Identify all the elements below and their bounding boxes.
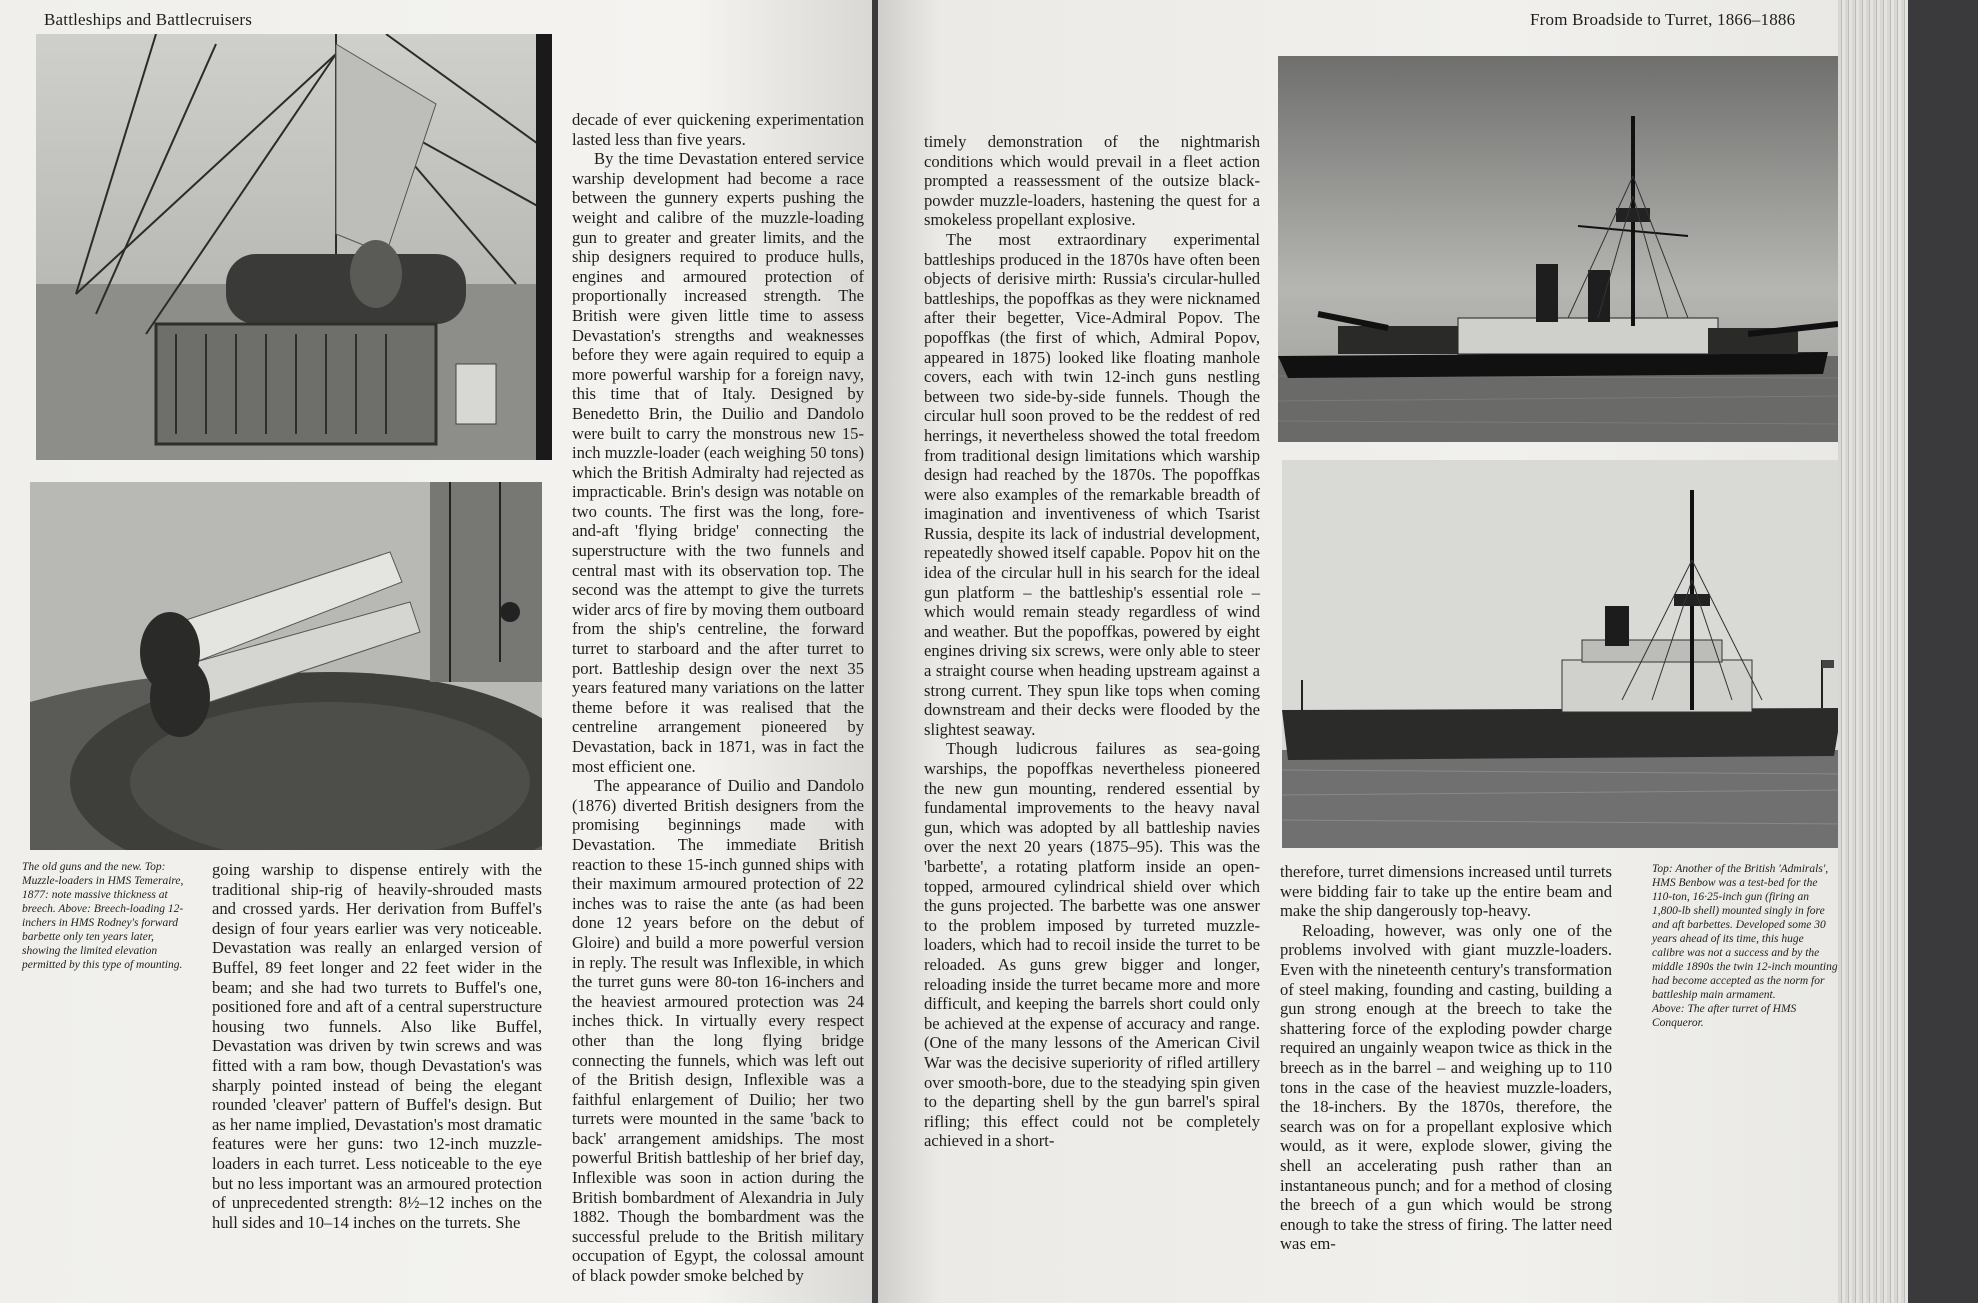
caption-above: The after turret of HMS Conqueror.	[1652, 1003, 1797, 1029]
page-edges	[1838, 0, 1908, 1303]
right-column-1	[924, 132, 1260, 1151]
paragraph: timely demonstration of the nightmarish conditions which would prevail in a fleet action prompted a reassessment of the outsize black-powder muzzle-loaders, hastening the quest for a smokeless propellant explosive.	[924, 132, 1260, 230]
caption-top: Another of the British 'Admirals', HMS Benbow was a test-bed for the 110-ton, 16·25-inch gun (firing an 1,800-lb shell) mounted singly in fore and aft barbettes. Developed some 30 years ahead of its time, this huge calibre was not a success and by the middle 1890s the twin 12-inch mounting had become accepted as the norm for battleship main armament.	[1652, 863, 1838, 1001]
running-head-left: Battleships and Battlecruisers	[44, 10, 253, 29]
caption-top-label: Top:	[1652, 863, 1673, 875]
left-column-1	[212, 860, 542, 1232]
paragraph: Reloading, however, was only one of the problems involved with giant muzzle-loaders. Even with the nineteenth century's transformation of steel making, founding and casting, building a gun strong enough at the breech to take the shattering force of the exploding powder charge required an ungainly weapon twice as thick in the breech as in the barrel – and weighing up to 110 tons in the case of the heaviest muzzle-loaders, the 18-inchers. By the 1870s, therefore, the search was on for a propellant explosive which would, as it were, explode slower, giving the shell an accelerating push rather than an instantaneous punch; and for a method of closing the breech of a gun which would be strong enough to take the stress of firing. The latter need was em-	[1280, 920, 1612, 1254]
running-head-right: From Broadside to Turret, 1866–1886	[1530, 10, 1796, 29]
photo-breech-loaders	[30, 482, 542, 850]
photo-hms-conqueror	[1282, 460, 1852, 848]
paragraph: Though ludicrous failures as sea-going warships, the popoffkas nevertheless pioneered the new gun mounting, rendered essential by fundamental improvements to the heavy naval gun, which was adopted by all battleship navies over the next 20 years (1875–95). This was the 'barbette', a rotating platform inside an open-topped, armoured cylindrical shield over which the guns projected. The barbette was one answer to the problem imposed by turreted muzzle-loaders, which had to recoil inside the turret to be reloaded. As guns grew bigger and longer, reloading inside the turret became more and more difficult, and keeping the barrels short could only be achieved at the expense of accuracy and range. (One of the many lessons of the American Civil War was the decisive superiority of rifled artillery over smooth-bore, due to the steadying spin given to the departing shell by the gun barrel's spiral rifling; this effect could not be completely achieved in a short-	[924, 739, 1260, 1151]
paragraph: By the time Devastation entered service warship development had become a race between the gunnery experts pushing the weight and calibre of the muzzle-loading gun to greater and greater limits, and the ship designers required to produce hulls, engines and armoured protection of proportionally increased strength. The British were given little time to assess Devastation's strengths and weaknesses before they were again required to equip a more powerful warship for a foreign navy, this time that of Italy. Designed by Benedetto Brin, the Duilio and Dandolo were built to carry the monstrous new 15-inch muzzle-loader (each weighing 50 tons) which the British Admiralty had rejected as impracticable. Brin's design was notable on two counts. The first was the long, fore-and-aft 'flying bridge' connecting the superstructure with the two funnels and central mast with its observation top. The second was the attempt to give the turrets wider arcs of fire by moving them outboard from the ship's centreline, the forward turret to starboard and the after turret to port. Battleship design over the next 35 years featured many variations on the latter theme before it was realised that the centreline arrangement pioneered by Devastation, back in 1871, was in fact the most efficient one.	[572, 149, 864, 776]
caption-above-label: Above:	[1652, 1003, 1685, 1015]
photo-muzzle-loaders	[36, 34, 552, 460]
paragraph: decade of ever quickening experimentation lasted less than five years.	[572, 110, 864, 149]
caption-left: The old guns and the new. Top: Muzzle-loaders in HMS Temeraire, 1877: note massive thickness at breech. Above: Breech-loading 12-inchers in HMS Rodney's forward barbette only ten years later, showing the limited elevation permitted by this type of mounting.	[22, 861, 184, 971]
photo-hms-benbow	[1278, 56, 1842, 442]
paragraph: going warship to dispense entirely with the traditional ship-rig of heavily-shrouded masts and crossed yards. Her derivation from Buffel's design of four years earlier was very noticeable. Devastation was really an enlarged version of Buffel, 89 feet longer and 22 feet wider in the beam; and she had two turrets to Buffel's one, positioned fore and aft of a central superstructure housing two funnels. Also like Buffel, Devastation was driven by twin screws and was fitted with a ram bow, though Devastation's was sharply pointed instead of being the elegant rounded 'cleaver' pattern of Buffel's design. But as her name implied, Devastation's most dramatic features were her guns: two 12-inch muzzle-loaders in each turret. Less noticeable to the eye but no less important was an armoured protection of unprecedented strength: 8½–12 inches on the hull sides and 10–14 inches on the turrets. She	[212, 860, 542, 1232]
left-column-2	[572, 110, 864, 1286]
left-page	[0, 0, 872, 1303]
paragraph: The most extraordinary experimental battleships produced in the 1870s have often been objects of derisive mirth: Russia's circular-hulled battleships, the popoffkas as they were nicknamed after their begetter, Vice-Admiral Popov. The popoffkas (the first of which, Admiral Popov, appeared in 1875) looked like floating manhole covers, each with twin 12-inch guns nestling between two side-by-side funnels. Though the circular hull soon proved to be the reddest of red herrings, it nevertheless showed the total freedom from traditional design limitations which warship design had reached by the 1870s. The popoffkas were also examples of the remarkable breadth of imagination and inventiveness of which Tsarist Russia, despite its lack of industrial development, repeatedly showed itself capable. Popov hit on the idea of the circular hull in his search for the ideal gun platform – the battleship's essential role – which would remain steady regardless of wind and weather. But the popoffkas, powered by eight engines driving six screws, were only able to steer a straight course when heading upstream against a strong current. They spun like tops when coming downstream and their decks were flooded by the slightest seaway.	[924, 229, 1260, 739]
right-page	[878, 0, 1908, 1303]
caption-right	[1652, 862, 1838, 1030]
paragraph: therefore, turret dimensions increased until turrets were bidding fair to take up the entire beam and make the ship dangerously top-heavy.	[1280, 862, 1612, 921]
right-column-2	[1280, 862, 1612, 1254]
paragraph: The appearance of Duilio and Dandolo (1876) diverted British designers from the promising beginnings made with Devastation. The immediate British reaction to these 15-inch gunned ships with their maximum armoured protection of 22 inches was to raise the ante (as had been done 12 years before on the debut of Gloire) and build a more powerful version in reply. The result was Inflexible, in which the turret guns were 80-ton 16-inchers and the heaviest armoured protection was 24 inches thick. In virtually every respect other than the long flying bridge connecting the funnels, which was left out of the British design, Inflexible was a faithful enlargement of Duilio; her two turrets were mounted in the same 'back to back' arrangement amidships. The most powerful British battleship of her brief day, Inflexible was soon in action during the British bombardment of Alexandria in July 1882. Though the bombardment was the successful prelude to the British military occupation of Egypt, the colossal amount of black powder smoke belched by	[572, 776, 864, 1286]
